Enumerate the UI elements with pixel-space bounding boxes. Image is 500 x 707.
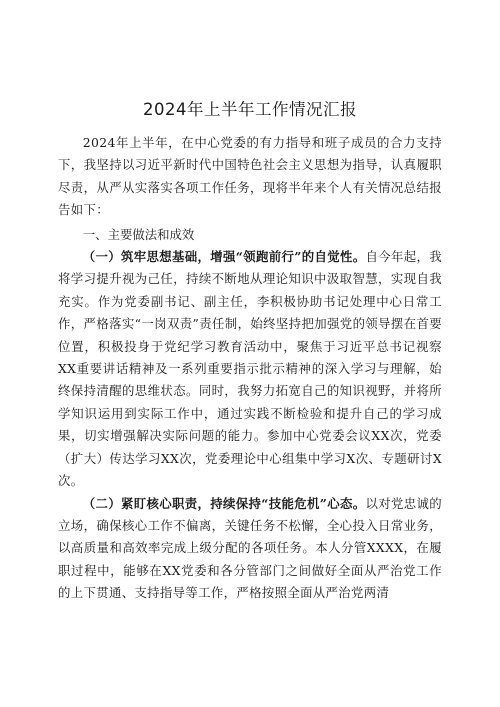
item1-paragraph (58, 246, 442, 492)
item2-paragraph (58, 493, 442, 605)
item1-lead: （一）筑牢思想基础，增强“领跑前行”的自觉性。 (82, 249, 366, 265)
intro-paragraph: 2024年上半年，在中心党委的有力指导和班子成员的合力支持下，我坚持以习近平新时代中国特色社会主义思想为指导，认真履职尽责，从严从实落实各项工作任务，现将半年来个人有关情况总结报告如下： (58, 135, 442, 218)
section-heading: 一、主要做法和成效 (82, 226, 195, 242)
item2-lead: （二）紧盯核心职责，持续保持“技能危机”心态。 (82, 495, 366, 511)
item2-body: 以对党忠诚的立场，确保核心工作不偏离，关键任务不松懈，全心投入日常业务，以高质量和高效率完成上级分配的各项任务。本人分管XXXX，在履职过程中，能够在XX党委和各分管部门之间做好全面从严治党工作的上下贯通、支持指导等工作，严格按照全面从严治党两清 (58, 495, 442, 601)
item1-body: 自今年起，我将学习提升视为己任，持续不断地从理论知识中汲取智慧，实现自我充实。作为党委副书记、副主任，李积极协助书记处理中心日常工作，严格落实“一岗双责”责任制，始终坚持把加强党的领导摆在首要位置，积极投身于党纪学习教育活动中，聚焦于习近平总书记视察XX重要讲话精神及一系列重要指示批示精神的深入学习与理解，始终保持清醒的思维状态。同时，我努力拓宽自己的知识视野，并将所学知识运用到实际工作中，通过实践不断检验和提升自己的学习成果，切实增强解决实际问题的能力。参加中心党委会议XX次，党委（扩大）传达学习XX次，党委理论中心组集中学习X次、专题研讨X次。 (58, 249, 442, 489)
document-title: 2024年上半年工作情况汇报 (143, 100, 357, 119)
